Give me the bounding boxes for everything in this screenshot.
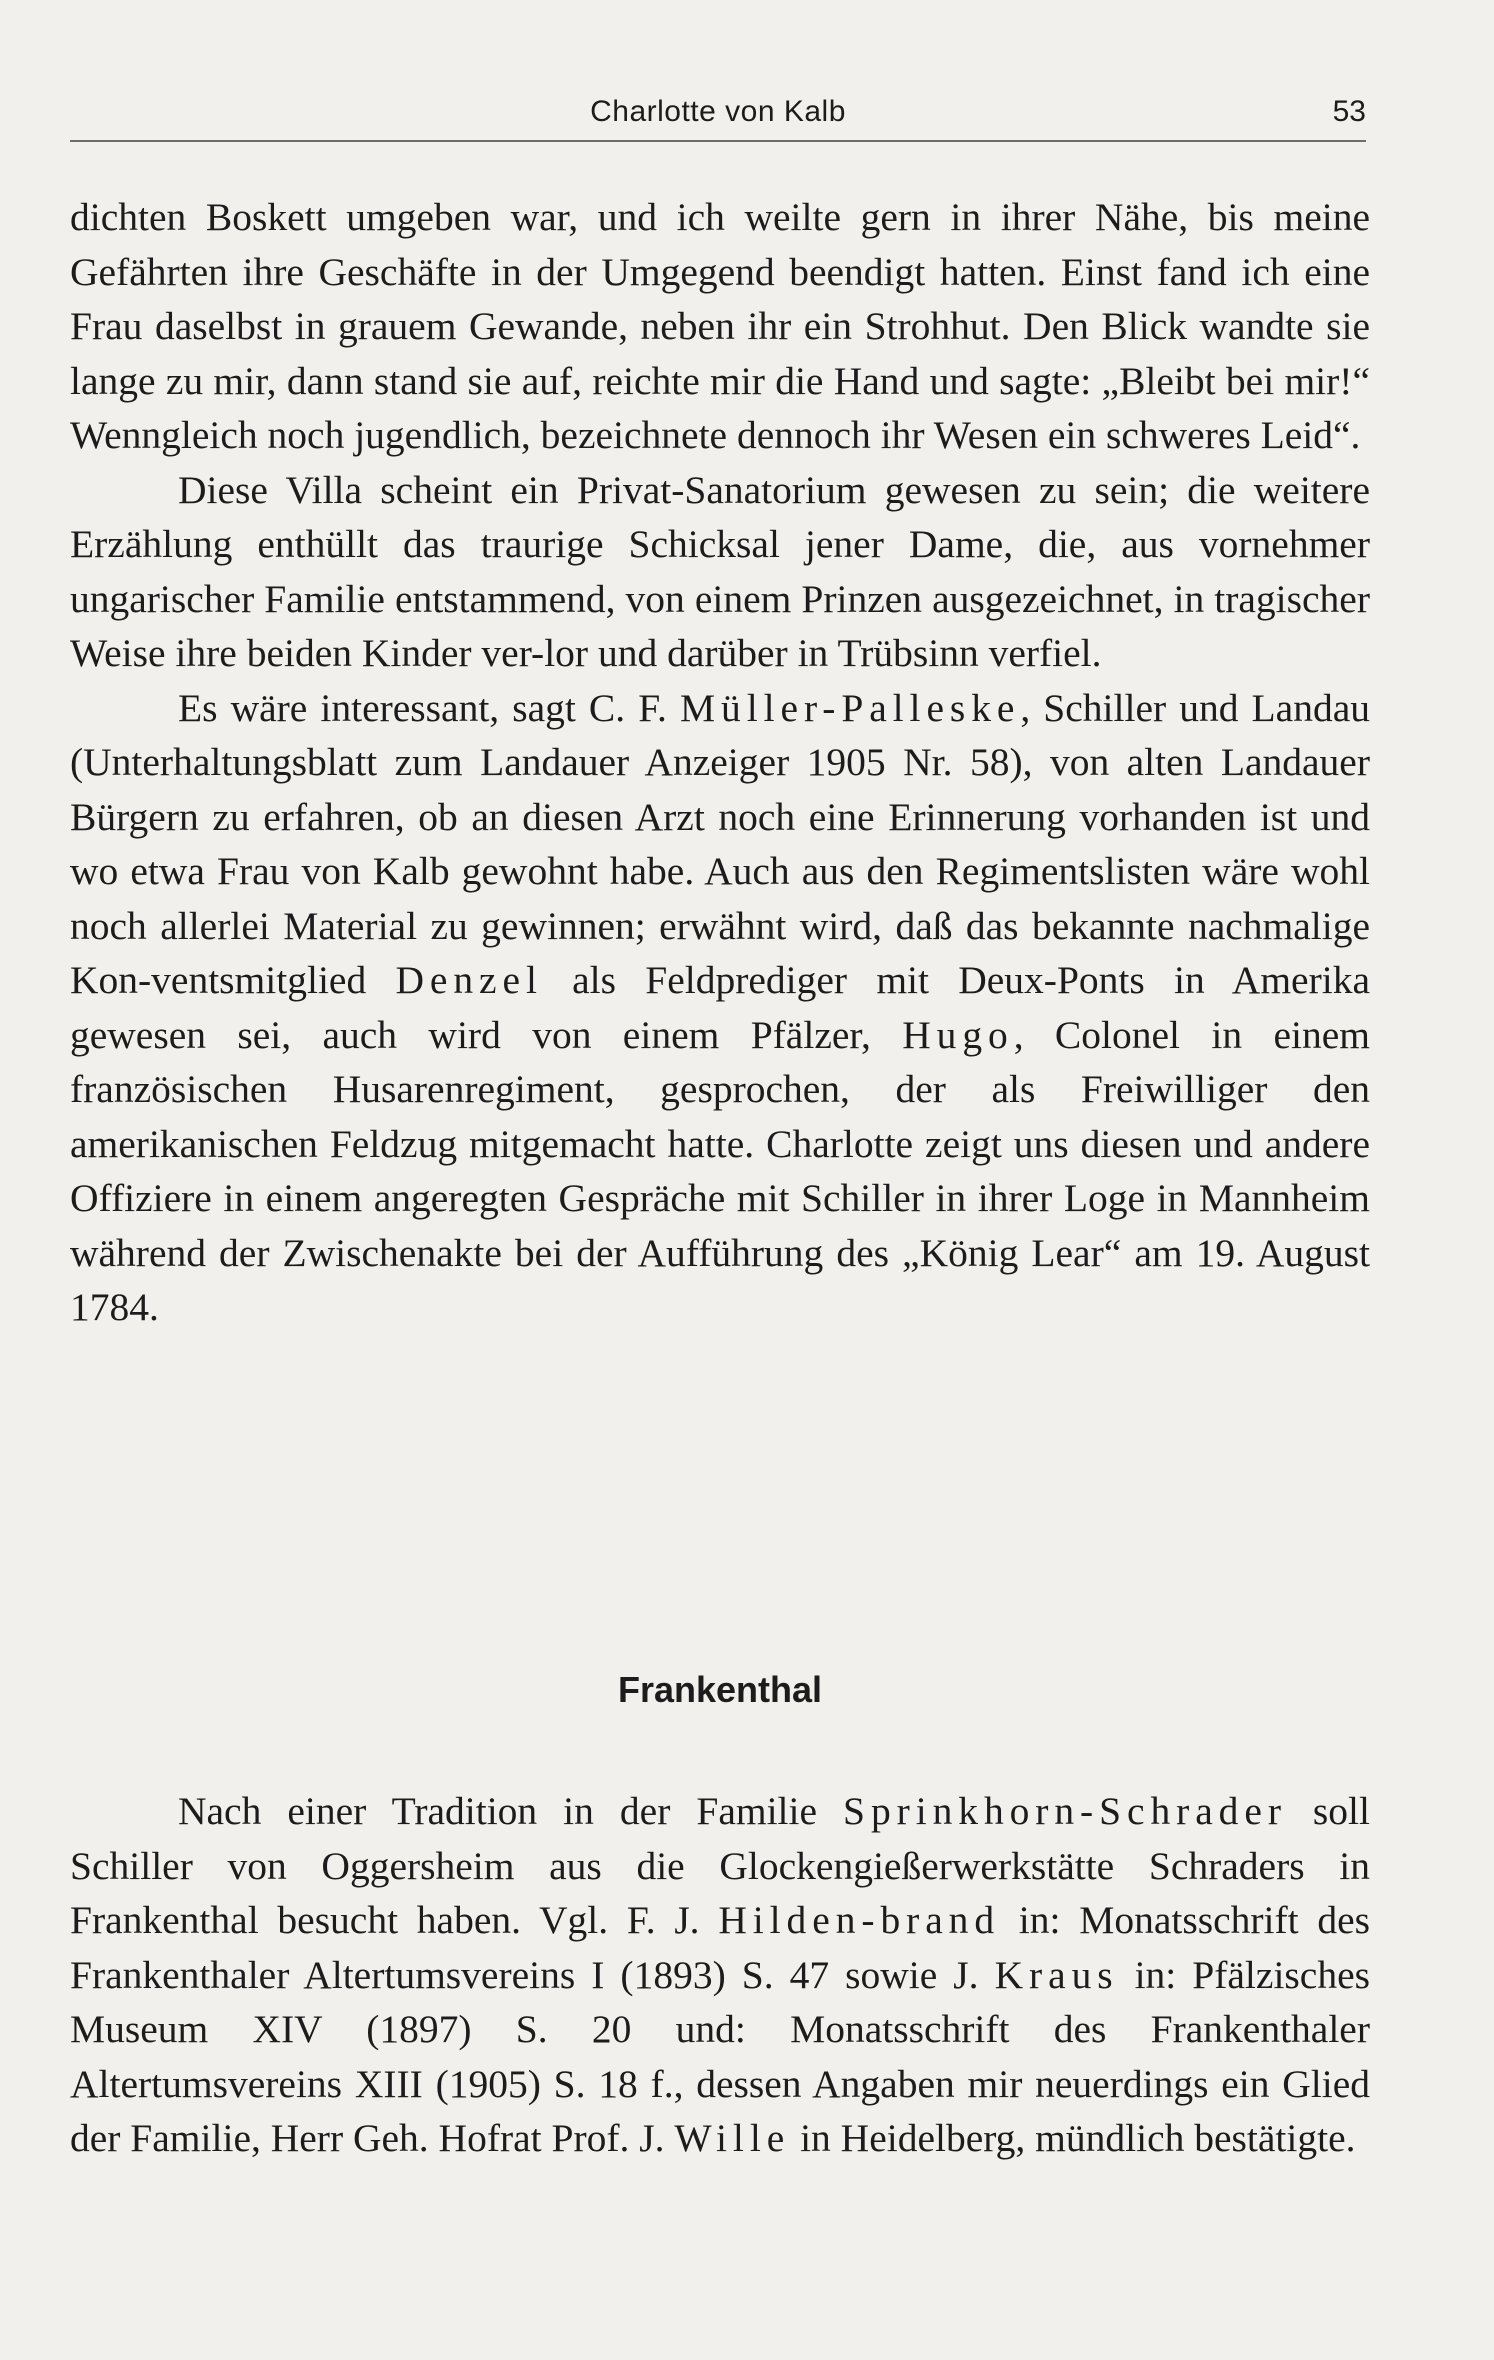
text-run: soll Schiller von Oggersheim aus die Glockengießerwerkstätte Schraders in Frankenthal besucht haben. Vgl. F. J. — [70, 1789, 1370, 1942]
running-head — [70, 90, 1366, 134]
name-mueller-palleske: Müller-Palleske — [679, 685, 1021, 730]
text-run: , Schiller und Landau (Unterhaltungsblatt zum Landauer Anzeiger 1905 Nr. 58), von alten Landauer Bürgern zu erfahren, ob an diesen Arzt noch eine Erinnerung vorhanden ist und wo etwa Frau von Kalb gewohnt habe. Auch aus den Regimentslisten wäre wohl noch allerlei Material zu gewinnen; erwähnt wird, daß das bekannte nachmalige Kon-ventsmitglied — [70, 685, 1370, 1002]
text-run: , Colonel in einem französischen Husarenregiment, gesprochen, der als Freiwilliger den amerikanischen Feldzug mitgemacht hatte. Charlotte zeigt uns diesen und andere Offiziere in einem angeregten Gespräche mit Schiller in ihrer Loge in Mannheim während der Zwischenakte bei der Aufführung des „König Lear“ am 19. August 1784. — [70, 1012, 1370, 1329]
text-run: in: Monatsschrift des Frankenthaler Altertumsvereins I (1893) S. 47 sowie J. — [70, 1898, 1371, 1997]
page-number: 53 — [1332, 95, 1366, 128]
name-wille: Wille — [674, 2116, 791, 2160]
paragraph-landau — [70, 681, 1370, 1335]
name-sprinkhorn-schrader: Sprinkhorn-Schrader — [843, 1789, 1287, 1833]
text-run: in: Pfälzisches Museum XIV (1897) S. 20 und: Monatsschrift des Frankenthaler Altertumsvereins XIII (1905) S. 18 f., dessen Angaben mir neuerdings ein Glied der Familie, Herr Geh. Hofrat Prof. J. — [70, 1952, 1370, 2160]
paragraph-tradition — [70, 1784, 1370, 2166]
section-heading-frankenthal: Frankenthal — [617, 1669, 823, 1710]
paragraph-text: dichten Boskett umgeben war, und ich weilte gern in ihrer Nähe, bis meine Gefährten ihre Geschäfte in der Umgegend beendigt hatten. Einst fand ich eine Frau daselbst in grauem Gewande, neben ihr ein Strohhut. Den Blick wandte sie lange zu mir, dann stand sie auf, reichte mir die Hand und sagte: „Bleibt bei mir!“ Wenngleich noch jugendlich, bezeichnete dennoch ihr Wesen ein schweres Leid“. — [70, 195, 1370, 457]
text-run: Nach einer Tradition in der Familie — [178, 1789, 844, 1833]
name-hugo: Hugo — [902, 1012, 1014, 1057]
section-charlotte-text — [70, 190, 1370, 1335]
name-denzel: Denzel — [395, 958, 543, 1002]
name-kraus: Kraus — [994, 1952, 1119, 1997]
paragraph-villa — [70, 463, 1370, 681]
paragraph-boskett — [70, 190, 1370, 463]
text-run: als Feldprediger mit Deux-Ponts in Amerika gewesen sei, auch wird von einem Pfälzer, — [70, 958, 1370, 1057]
running-title: Charlotte von Kalb — [590, 95, 846, 128]
text-run: Es wäre interessant, sagt C. F. — [178, 685, 680, 730]
header-rule — [70, 140, 1366, 142]
section-frankenthal-text — [70, 1784, 1370, 2166]
name-hildenbrand: Hilden-brand — [718, 1898, 1001, 1942]
paragraph-text: Diese Villa scheint ein Privat-Sanatorium gewesen zu sein; die weitere Erzählung enthüllt das traurige Schicksal jener Dame, die, aus vornehmer ungarischer Familie entstammend, von einem Prinzen ausgezeichnet, in tragischer Weise ihre beiden Kinder ver-lor und darüber in Trübsinn verfiel. — [70, 467, 1370, 675]
text-run: in Heidelberg, mündlich bestätigte. — [790, 2116, 1356, 2160]
